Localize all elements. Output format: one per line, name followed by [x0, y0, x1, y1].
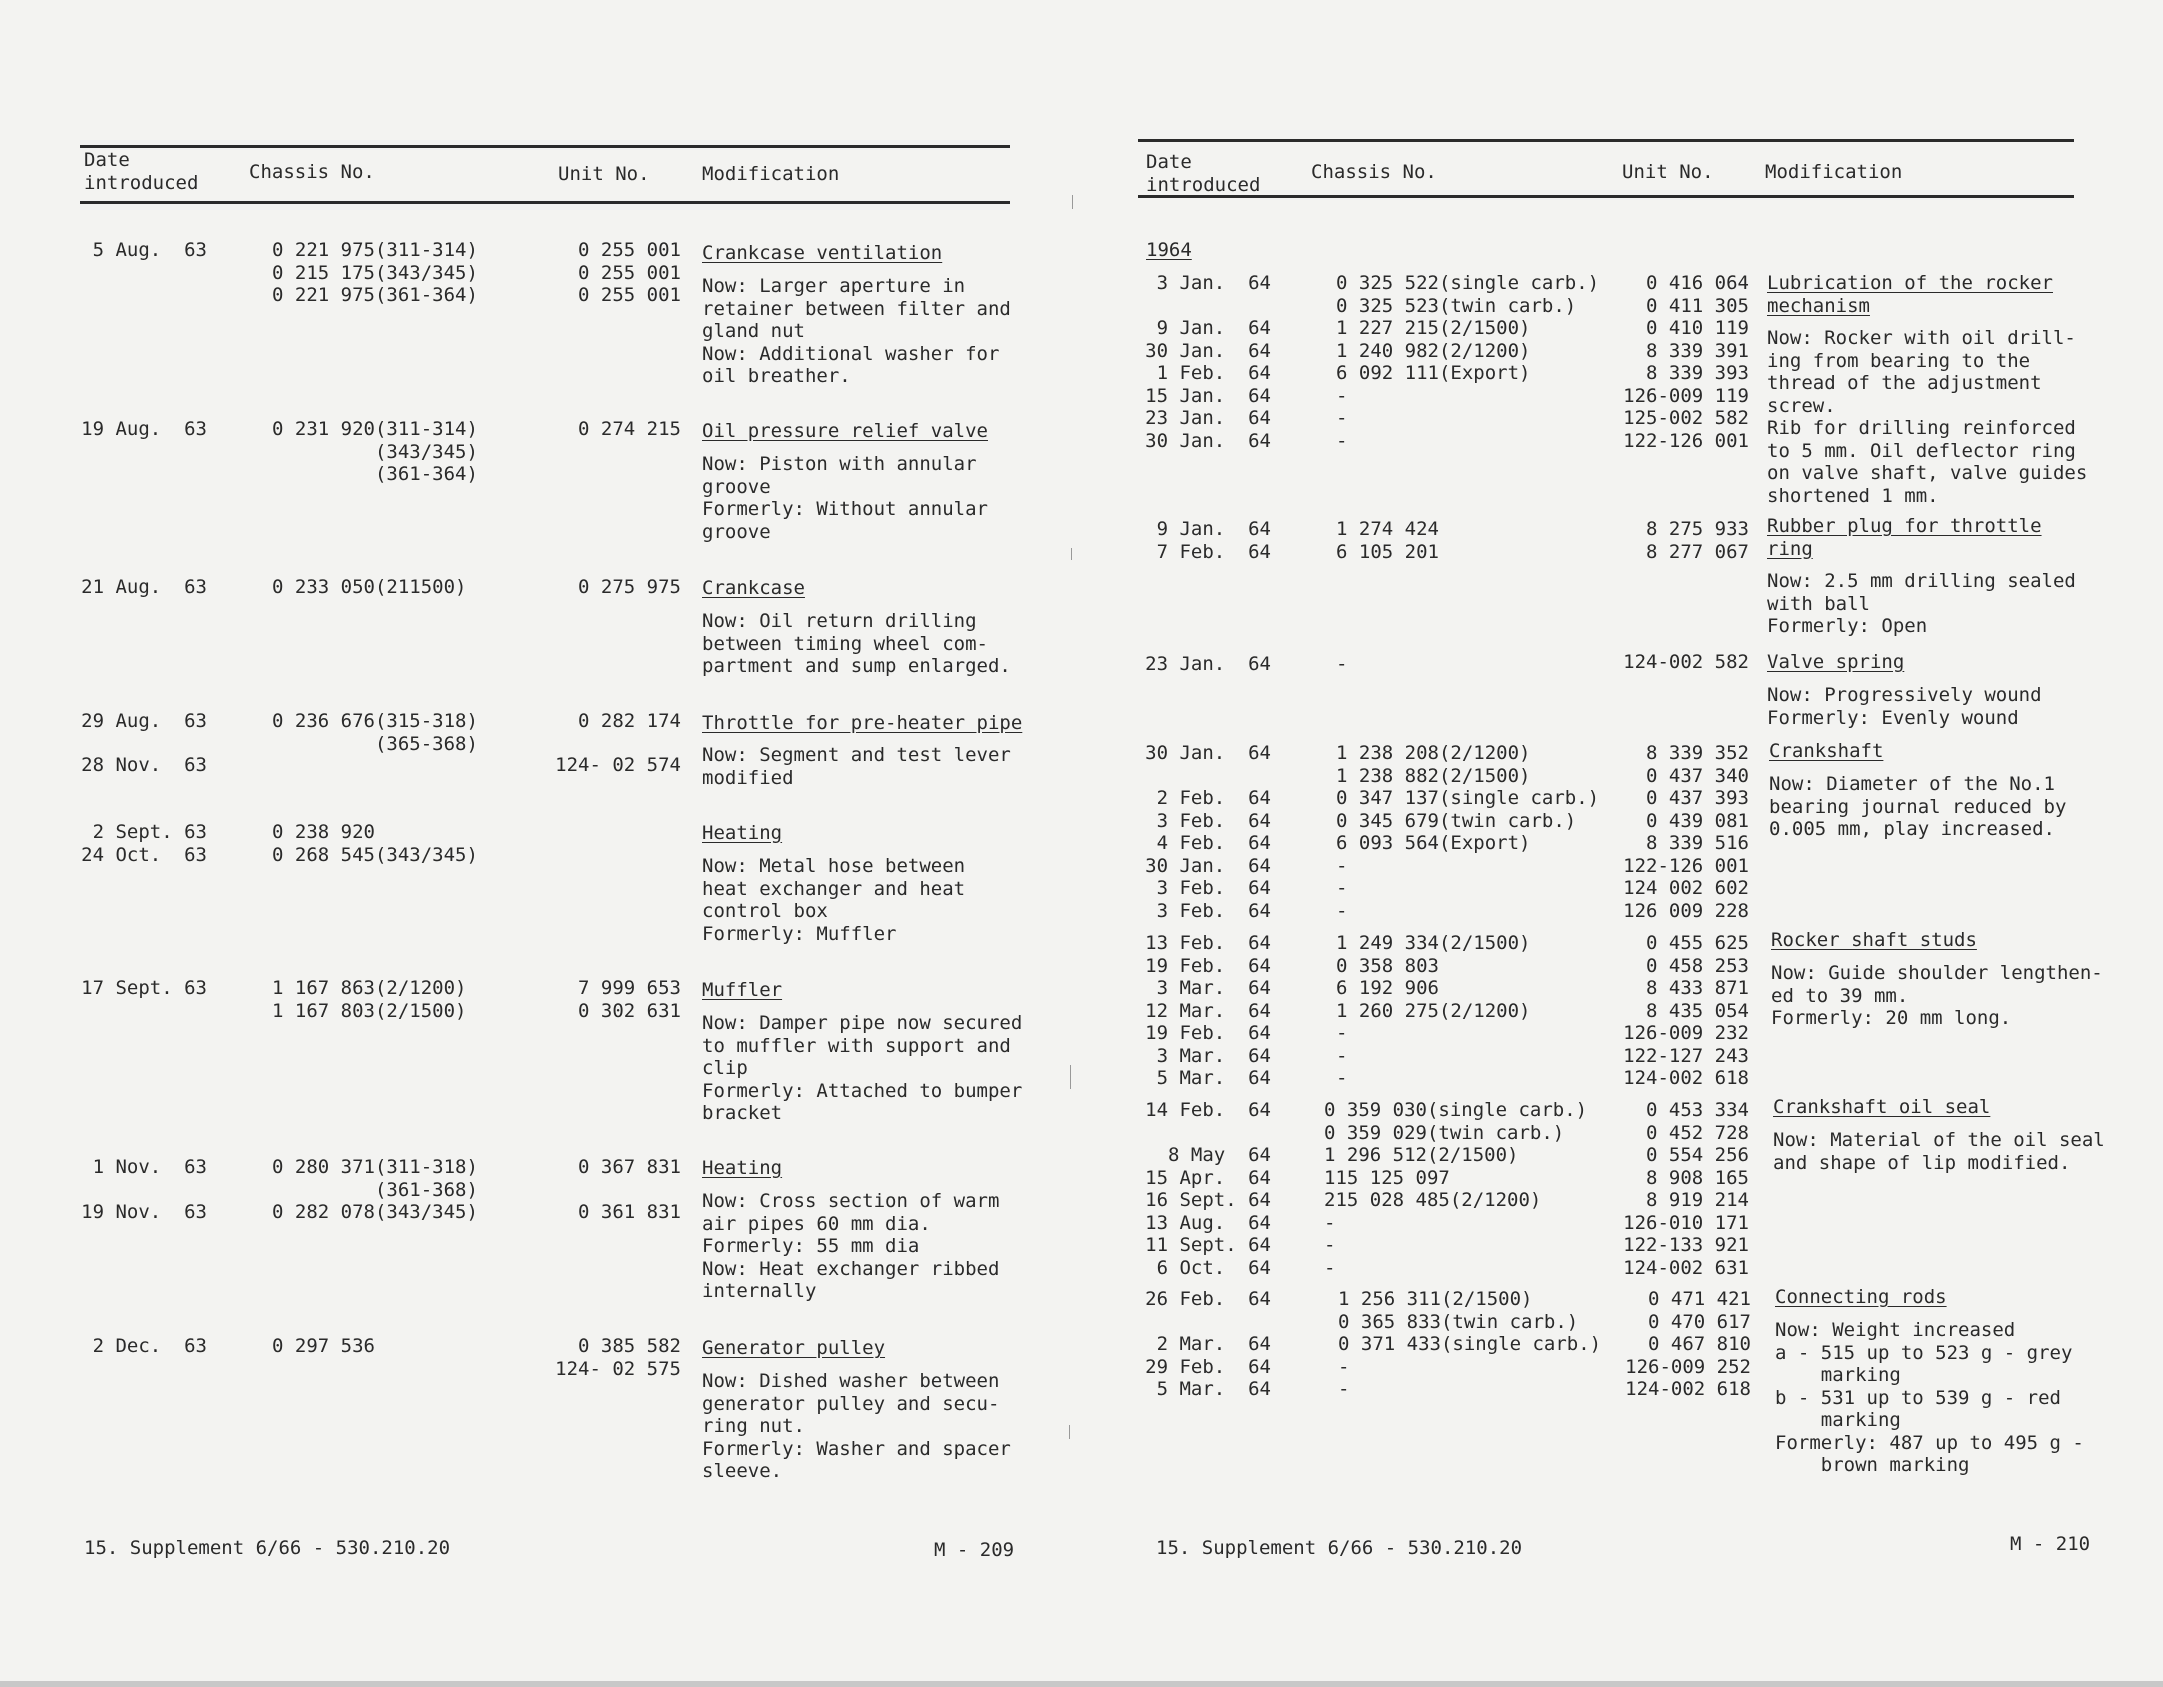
row-text: Now: Progressively wound Formerly: Evenly wound — [1767, 684, 2042, 729]
page-number: M - 209 — [934, 1539, 1015, 1561]
row-date: 13 Feb. 64 19 Feb. 64 3 Mar. 64 12 Mar. 64 19 Feb. 64 3 Mar. 64 5 Mar. 64 — [1145, 932, 1271, 1089]
row-unit: 0 274 215 — [578, 418, 681, 440]
row-date: 9 Jan. 64 7 Feb. 64 — [1156, 518, 1271, 563]
row-date: 19 Aug. 63 — [81, 418, 207, 440]
row-unit: 0 455 625 0 458 253 8 433 871 8 435 054 126-009 232 122-127 243 124-002 618 — [1623, 932, 1749, 1089]
row-chassis: 0 238 920 0 268 545(343/345) — [272, 821, 478, 866]
row-unit: 8 339 352 0 437 340 0 437 393 0 439 081 8 339 516 122-126 001 124 002 602 126 009 228 — [1623, 742, 1749, 922]
row-date: 14 Feb. 64 8 May 64 15 Apr. 64 16 Sept. 64 13 Aug. 64 11 Sept. 64 6 Oct. 64 — [1145, 1099, 1271, 1279]
row-chassis: 0 236 676(315-318) (365-368) — [272, 710, 478, 755]
header-bottom-rule — [1138, 195, 2074, 198]
row-chassis: 0 221 975(311-314) 0 215 175(343/345) 0 221 975(361-364) — [272, 239, 478, 306]
row-chassis: 1 167 863(2/1200) 1 167 803(2/1500) — [272, 977, 467, 1022]
row-date: 23 Jan. 64 — [1145, 653, 1271, 675]
row-chassis: 1 249 334(2/1500) 0 358 803 6 192 906 1 260 275(2/1200) - - - — [1336, 932, 1531, 1089]
row-text: Now: Rocker with oil drill- ing from bearing to the thread of the adjustment screw. Rib for drilling reinforced to 5 mm. Oil deflector ring on valve shaft, valve guides shortened 1 mm. — [1767, 327, 2088, 507]
row-title: Muffler — [702, 979, 783, 1001]
row-title: Crankcase ventilation — [702, 242, 943, 264]
header-unit: Unit No. — [558, 163, 650, 185]
row-title: Connecting rods — [1775, 1286, 1947, 1308]
row-date: 2 Sept. 63 24 Oct. 63 — [81, 821, 207, 866]
row-unit: 8 275 933 8 277 067 — [1646, 518, 1749, 563]
row-text: Now: Material of the oil seal and shape of lip modified. — [1773, 1129, 2105, 1174]
header-chassis: Chassis No. — [1311, 161, 1437, 183]
row-date: 29 Aug. 63 — [81, 710, 207, 732]
row-date: 19 Nov. 63 — [81, 1201, 207, 1223]
row-unit: 0 416 064 0 411 305 0 410 119 8 339 391 8 339 393 126-009 119 125-002 582 122-126 001 — [1623, 272, 1749, 452]
page-number: M - 210 — [2010, 1533, 2091, 1555]
row-chassis: 1 256 311(2/1500) 0 365 833(twin carb.) 0 371 433(single carb.) - - — [1338, 1288, 1602, 1400]
header-unit: Unit No. — [1622, 161, 1714, 183]
year-heading: 1964 — [1146, 239, 1192, 261]
row-text: Now: Diameter of the No.1 bearing journal reduced by 0.005 mm, play increased. — [1769, 773, 2067, 840]
row-chassis: 1 238 208(2/1200) 1 238 882(2/1500) 0 347 137(single carb.) 0 345 679(twin carb.) 6 093 564(Export) - - - — [1336, 742, 1600, 922]
row-unit: 0 367 831 — [578, 1156, 681, 1178]
row-chassis: - — [1336, 653, 1348, 675]
header-modification: Modification — [1765, 161, 1903, 183]
row-text: Now: Metal hose between heat exchanger and heat control box Formerly: Muffler — [702, 855, 966, 945]
header-date: Date introduced — [1146, 151, 1261, 196]
row-text: Now: Piston with annular groove Formerly: Without annular groove — [702, 453, 988, 543]
row-text: Now: Larger aperture in retainer between filter and gland nut Now: Additional washer for oil breather. — [702, 275, 1011, 387]
row-title: Valve spring — [1767, 651, 1905, 673]
row-text: Now: Damper pipe now secured to muffler with support and clip Formerly: Attached to bumper bracket — [702, 1012, 1023, 1124]
row-title: Crankcase — [702, 577, 805, 599]
row-text: Now: Segment and test lever modified — [702, 744, 1011, 789]
row-title: Rubber plug for throttle ring — [1767, 515, 2042, 560]
row-unit: 124-002 582 — [1623, 651, 1749, 673]
row-date: 1 Nov. 63 — [92, 1156, 207, 1178]
row-date: 26 Feb. 64 2 Mar. 64 29 Feb. 64 5 Mar. 64 — [1145, 1288, 1271, 1400]
scan-edge — [0, 1681, 2163, 1687]
row-unit: 7 999 653 0 302 631 — [578, 977, 681, 1022]
row-title: Rocker shaft studs — [1771, 929, 1977, 951]
header-modification: Modification — [702, 163, 840, 185]
row-unit: 0 385 582 124- 02 575 — [555, 1335, 681, 1380]
row-title: Oil pressure relief valve — [702, 420, 988, 442]
header-top-rule — [1138, 139, 2074, 142]
row-title: Crankshaft oil seal — [1773, 1096, 1991, 1118]
row-chassis: 0 297 536 — [272, 1335, 375, 1357]
row-chassis: 0 359 030(single carb.) 0 359 029(twin carb.) 1 296 512(2/1500) 115 125 097 215 028 485(2/1200) - - - — [1324, 1099, 1588, 1279]
row-chassis: 0 282 078(343/345) — [272, 1201, 478, 1223]
row-text: Now: Guide shoulder lengthen- ed to 39 mm. Formerly: 20 mm long. — [1771, 962, 2103, 1029]
row-text: Now: Oil return drilling between timing wheel com- partment and sump enlarged. — [702, 610, 1011, 677]
row-chassis: 0 231 920(311-314) (343/345) (361-364) — [272, 418, 478, 485]
row-chassis: 0 280 371(311-318) (361-368) — [272, 1156, 478, 1201]
row-unit: 0 471 421 0 470 617 0 467 810 126-009 252 124-002 618 — [1625, 1288, 1751, 1400]
row-date: 17 Sept. 63 — [81, 977, 207, 999]
footer-supplement: 15. Supplement 6/66 - 530.210.20 — [84, 1537, 451, 1559]
row-date: 2 Dec. 63 — [92, 1335, 207, 1357]
row-unit: 124- 02 574 — [555, 754, 681, 776]
row-title: Heating — [702, 822, 783, 844]
row-unit: 0 361 831 — [578, 1201, 681, 1223]
row-title: Generator pulley — [702, 1337, 886, 1359]
header-date: Date introduced — [84, 149, 199, 194]
row-title: Lubrication of the rocker mechanism — [1767, 272, 2053, 317]
row-unit: 0 255 001 0 255 001 0 255 001 — [578, 239, 681, 306]
row-chassis: 0 233 050(211500) — [272, 576, 467, 598]
row-text: Now: Weight increased a - 515 up to 523 g - grey marking b - 531 up to 539 g - red marking Formerly: 487 up to 495 g - brown marking — [1775, 1319, 2084, 1476]
row-date: 5 Aug. 63 — [92, 239, 207, 261]
row-text: Now: Cross section of warm air pipes 60 mm dia. Formerly: 55 mm dia Now: Heat exchanger ribbed internally — [702, 1190, 1000, 1302]
header-chassis: Chassis No. — [249, 161, 375, 183]
row-unit: 0 282 174 — [578, 710, 681, 732]
row-title: Throttle for pre-heater pipe — [702, 712, 1023, 734]
row-date: 28 Nov. 63 — [81, 754, 207, 776]
row-unit: 0 275 975 — [578, 576, 681, 598]
row-date: 30 Jan. 64 2 Feb. 64 3 Feb. 64 4 Feb. 64 30 Jan. 64 3 Feb. 64 3 Feb. 64 — [1145, 742, 1271, 922]
row-title: Heating — [702, 1157, 783, 1179]
row-date: 3 Jan. 64 9 Jan. 64 30 Jan. 64 1 Feb. 64 15 Jan. 64 23 Jan. 64 30 Jan. 64 — [1145, 272, 1271, 452]
row-chassis: 1 274 424 6 105 201 — [1336, 518, 1439, 563]
row-text: Now: 2.5 mm drilling sealed with ball Formerly: Open — [1767, 570, 2076, 637]
row-chassis: 0 325 522(single carb.) 0 325 523(twin carb.) 1 227 215(2/1500) 1 240 982(2/1200) 6 092 111(Export) - - - — [1336, 272, 1600, 452]
row-unit: 0 453 334 0 452 728 0 554 256 8 908 165 8 919 214 126-010 171 122-133 921 124-002 631 — [1623, 1099, 1749, 1279]
row-date: 21 Aug. 63 — [81, 576, 207, 598]
footer-supplement: 15. Supplement 6/66 - 530.210.20 — [1156, 1537, 1523, 1559]
row-title: Crankshaft — [1769, 740, 1884, 762]
row-text: Now: Dished washer between generator pulley and secu- ring nut. Formerly: Washer and spacer sleeve. — [702, 1370, 1011, 1482]
